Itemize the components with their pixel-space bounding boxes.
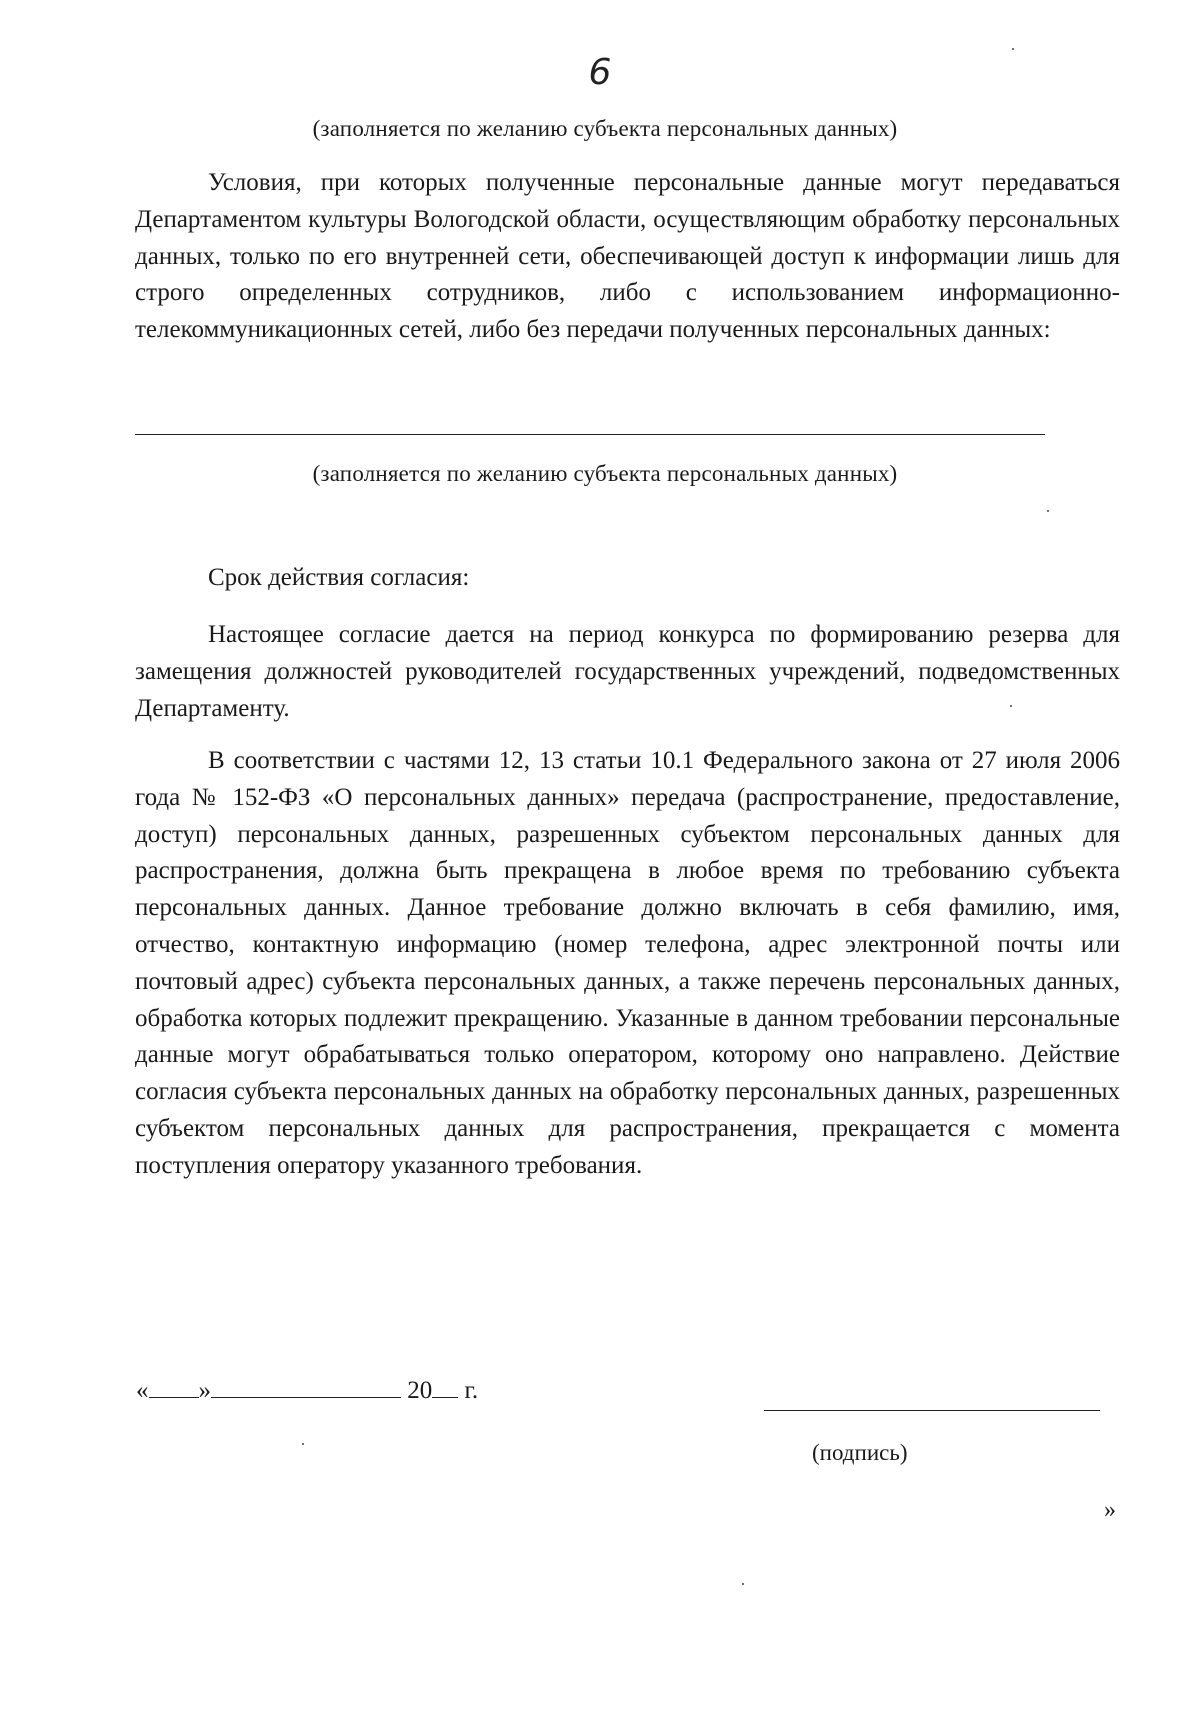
date-open-quote: « (136, 1377, 149, 1404)
date-field (136, 1375, 478, 1405)
conditions-text: Условия, при которых полученные персональные данные могут передаваться Департаментом культуры Вологодской области, осуществляющим обработку персональных данных, только по его внутренней сети, обеспечивающей доступ к информации лишь для строго определенных сотрудников, либо с использованием информационно-телекоммуникационных сетей, либо без передачи полученных персональных данных: (135, 169, 1120, 344)
optional-note: (заполняется по желанию субъекта персональных данных) (312, 461, 898, 486)
law-text: В соответствии с частями 12, 13 статьи 10.1 Федерального закона от 27 июля 2006 года № 152-ФЗ «О персональных данных» передача (распространение, предоставление, доступ) персональных данных, разрешенных субъектом персональных данных для распространения, должна быть прекращена в любое время по требованию субъекта персональных данных. Данное требование должно включать в себя фамилию, имя, отчество, контактную информацию (номер телефона, адрес электронной почты или почтовый адрес) субъекта персональных данных, а также перечень персональных данных, обработка которых подлежит прекращению. Указанные в данном требовании персональные данные могут обрабатываться только оператором, которому оно направлено. Действие согласия субъекта персональных данных на обработку персональных данных, разрешенных субъектом персональных данных для распространения, прекращается с момента поступления оператору указанного требования. (135, 747, 1120, 1179)
year-suffix: г. (464, 1377, 479, 1404)
year-blank[interactable] (432, 1375, 458, 1398)
date-close-quote: » (198, 1377, 211, 1404)
fill-in-line[interactable] (135, 434, 1045, 435)
scan-speck (1047, 510, 1049, 512)
signature-caption: (подпись) (812, 1440, 908, 1465)
day-blank[interactable] (149, 1375, 199, 1398)
term-paragraph (135, 617, 1120, 727)
signature-line[interactable] (764, 1410, 1100, 1411)
year-prefix: 20 (407, 1377, 433, 1404)
term-text: Настоящее согласие дается на период конкурса по формированию резерва для замещения должностей руководителей государственных учреждений, подведомственных Департаменту. (135, 621, 1120, 722)
scan-speck (742, 1583, 744, 1585)
month-blank[interactable] (211, 1375, 401, 1398)
scan-speck (1010, 705, 1012, 707)
conditions-paragraph (135, 165, 1120, 349)
term-title: Срок действия согласия: (208, 564, 470, 591)
optional-note: (заполняется по желанию субъекта персональных данных) (312, 116, 898, 141)
scan-speck (1012, 48, 1014, 50)
law-paragraph (135, 743, 1120, 1185)
page-number: 6 (588, 52, 612, 93)
scan-speck (302, 1443, 304, 1445)
closing-quote: » (1104, 1497, 1116, 1523)
